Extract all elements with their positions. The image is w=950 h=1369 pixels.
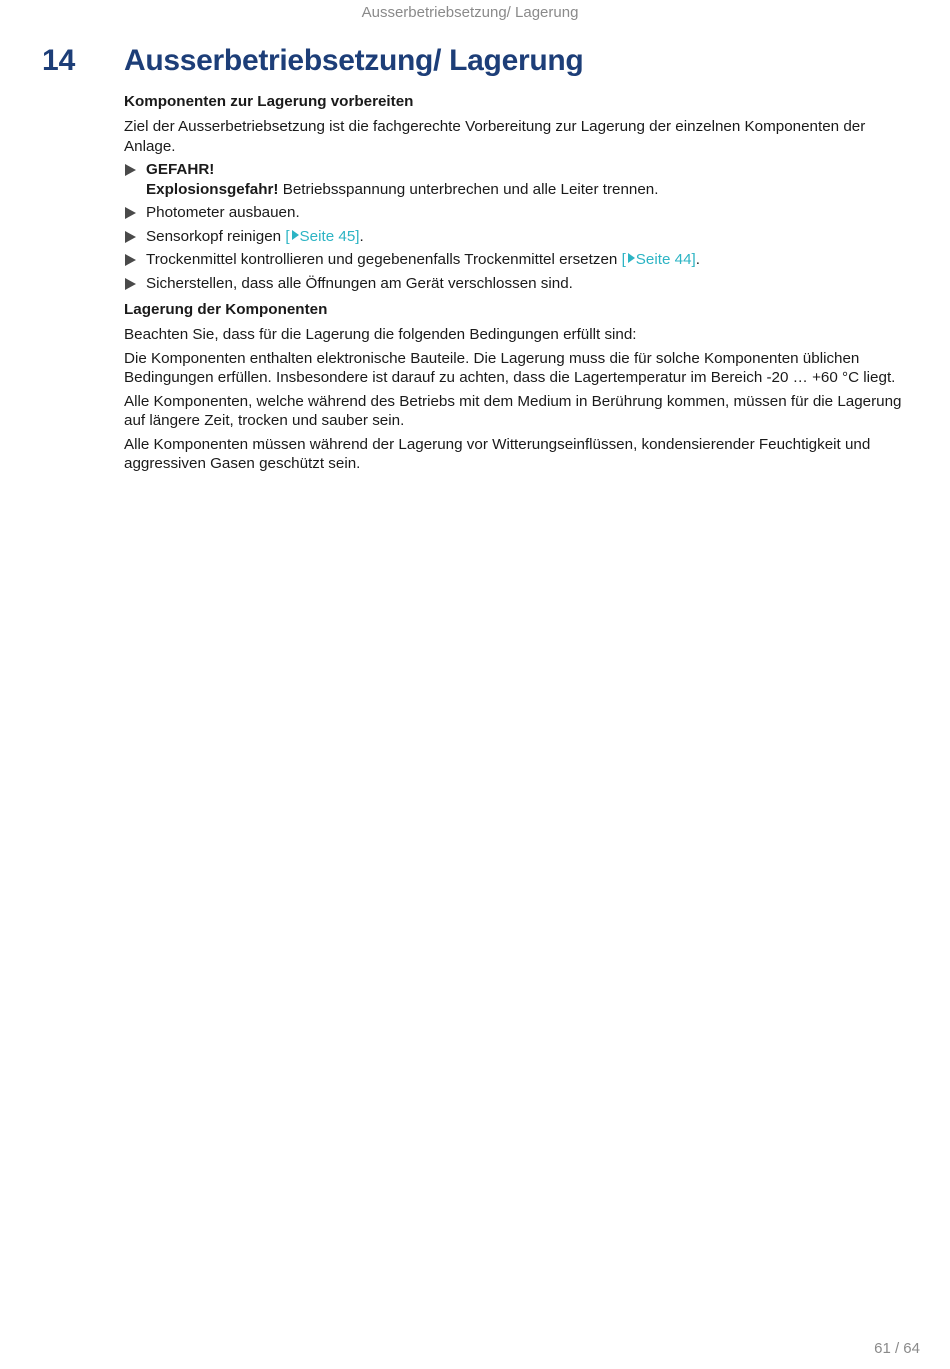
section-heading-prepare: Komponenten zur Lagerung vorbereiten [124, 93, 414, 110]
link-label: Seite 44 [635, 251, 692, 268]
danger-warning: Explosionsgefahr! [146, 180, 279, 198]
danger-text: Betriebsspannung unterbrechen und alle Leiter trennen. [278, 180, 659, 198]
link-bracket-close: ] [691, 251, 696, 268]
storage-para-1: Beachten Sie, dass für die Lagerung die folgenden Bedingungen erfüllt sind: [124, 326, 637, 343]
step-photometer [124, 203, 914, 223]
link-bracket-open: [ [621, 251, 626, 268]
step-text: Trockenmittel kontrollieren und gegebenenfalls Trockenmittel ersetzen [146, 251, 622, 268]
section-heading-storage: Lagerung der Komponenten [124, 301, 328, 318]
storage-para-2: Die Komponenten enthalten elektronische Bauteile. Die Lagerung muss die für solche Komponenten üblichen Bedingungen erfüllen. Insbesondere ist darauf zu achten, dass die Lagertemperatur im Bereich -20 … +60 °C liegt. [124, 349, 896, 386]
step-arrow-icon [125, 254, 136, 266]
link-bracket-close: ] [355, 227, 360, 245]
step-list [124, 160, 914, 293]
step-danger [124, 160, 914, 199]
step-arrow-icon [125, 278, 136, 290]
step-text: Sicherstellen, dass alle Öffnungen am Gerät verschlossen sind. [146, 274, 573, 292]
step-arrow-icon [125, 164, 136, 176]
running-header: Ausserbetriebsetzung/ Lagerung [361, 4, 579, 21]
step-arrow-icon [125, 207, 136, 219]
link-arrow-icon [292, 230, 299, 240]
chapter-number: 14 [42, 44, 76, 77]
page-number: 61 / 64 [874, 1340, 920, 1357]
step-trockenmittel [124, 250, 914, 270]
link-bracket-open: [ [285, 227, 290, 245]
step-end: . [359, 227, 364, 245]
link-arrow-icon [628, 253, 635, 263]
section-intro: Ziel der Ausserbetriebsetzung ist die fachgerechte Vorbereitung zur Lagerung der einzelnen Komponenten der Anlage. [124, 118, 866, 155]
step-sicherstellen [124, 274, 914, 294]
page-link-44[interactable] [622, 251, 696, 268]
step-end: . [695, 251, 700, 268]
step-arrow-icon [125, 231, 136, 243]
page-link-45[interactable] [285, 228, 359, 245]
link-label: Seite 45 [299, 227, 356, 245]
step-text: Sensorkopf reinigen [146, 227, 286, 245]
step-text: Photometer ausbauen. [146, 204, 300, 221]
storage-para-3: Alle Komponenten, welche während des Betriebs mit dem Medium in Berührung kommen, müssen für die Lagerung auf längere Zeit, trocken und sauber sein. [124, 392, 902, 429]
step-sensor [124, 227, 914, 247]
danger-label: GEFAHR! [146, 161, 215, 178]
storage-para-4: Alle Komponenten müssen während der Lagerung vor Witterungseinflüssen, kondensierender Feuchtigkeit und aggressiven Gasen geschützt sein. [124, 435, 871, 472]
chapter-content [124, 92, 914, 478]
chapter-title: Ausserbetriebsetzung/ Lagerung [124, 44, 584, 77]
